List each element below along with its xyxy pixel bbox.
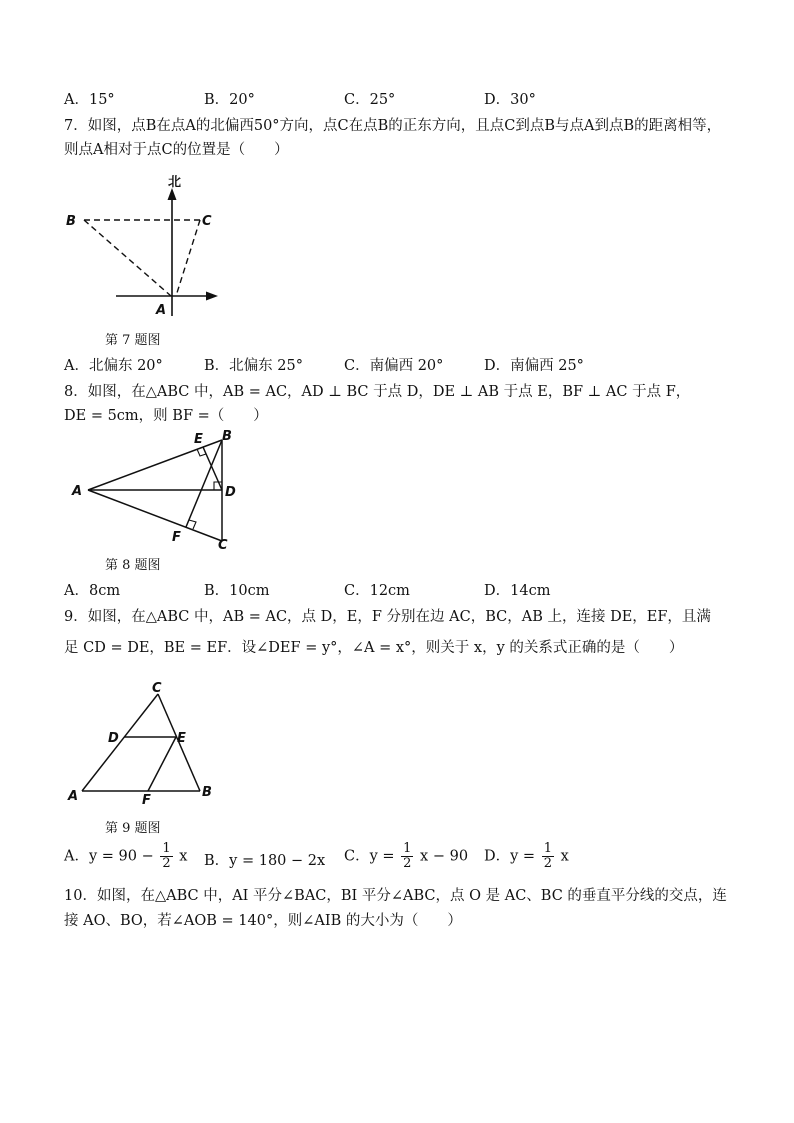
q8-caption: 第 8 题图	[105, 558, 161, 573]
q9-option-d-suffix: x	[560, 848, 569, 865]
q7-option-a: A．北偏东 20°	[64, 358, 163, 374]
q7-option-c: C．南偏西 20°	[344, 358, 444, 374]
q7-option-b: B．北偏东 25°	[204, 358, 303, 374]
q7-label-b: B	[66, 214, 76, 229]
q9-label-b: B	[202, 785, 212, 800]
q8-label-e: E	[194, 432, 203, 447]
fraction-denominator: 2	[403, 856, 412, 871]
q9-stem-line1: 9．如图，在△ABC 中，AB = AC，点 D，E，F 分别在边 AC，BC，AB 上，连接 DE，EF，且满	[64, 609, 711, 625]
q9-label-a: A	[68, 789, 79, 804]
q8-label-b: B	[222, 429, 232, 444]
q7-stem-line2: 则点A相对于点C的位置是（ ）	[64, 142, 289, 158]
q9-label-f: F	[142, 793, 151, 808]
q9-stem-line2: 足 CD = DE，BE = EF．设∠DEF = y°，∠A = x°，则关于 x，y 的关系式正确的是（ ）	[64, 640, 684, 656]
q7-label-a: A	[156, 303, 167, 318]
q8-label-c: C	[218, 538, 228, 553]
q9-option-c-prefix: C．y =	[344, 848, 395, 865]
q9-option-a	[64, 842, 187, 871]
q7-stem-line1: 7．如图，点B在点A的北偏西50°方向，点C在点B的正东方向，且点C到点B与点A到点B的距离相等，	[64, 118, 722, 134]
q10-stem-line1: 10．如图，在△ABC 中，AI 平分∠BAC，BI 平分∠ABC，点 O 是 AC、BC 的垂直平分线的交点，连	[64, 888, 727, 904]
q9-label-c: C	[152, 681, 162, 696]
q8-option-d: D．14cm	[484, 583, 551, 599]
q8-label-f: F	[172, 530, 181, 545]
q8-figure	[60, 425, 250, 555]
q7-option-d: D．南偏西 25°	[484, 358, 584, 374]
fraction-denominator: 2	[543, 856, 552, 871]
fraction-numerator: 1	[403, 841, 412, 856]
q6-option-a: A．15°	[64, 92, 115, 108]
fraction-numerator: 1	[543, 841, 552, 856]
q6-option-c: C．25°	[344, 92, 396, 108]
q9-option-a-suffix: x	[179, 848, 188, 865]
q8-option-a: A．8cm	[64, 583, 121, 599]
fraction-denominator: 2	[162, 856, 171, 871]
q8-stem-line2: DE = 5cm，则 BF =（ ）	[64, 408, 268, 424]
q7-north-label: 北	[168, 175, 182, 190]
q9-option-c-suffix: x − 90	[420, 848, 469, 865]
fraction	[160, 842, 172, 871]
q8-option-b: B．10cm	[204, 583, 270, 599]
q7-label-c: C	[202, 214, 212, 229]
q7-figure	[60, 168, 230, 323]
q9-figure	[60, 678, 235, 808]
q9-label-d: D	[108, 731, 119, 746]
q7-caption: 第 7 题图	[105, 333, 161, 348]
q8-stem-line1: 8．如图，在△ABC 中，AB = AC，AD ⊥ BC 于点 D，DE ⊥ AB 于点 E，BF ⊥ AC 于点 F，	[64, 384, 691, 400]
fraction-numerator: 1	[162, 841, 171, 856]
q9-option-c	[344, 842, 468, 871]
q9-option-d	[484, 842, 569, 871]
q9-option-b: B．y = 180 − 2x	[204, 853, 326, 869]
q8-label-d: D	[225, 485, 236, 500]
fraction	[542, 842, 554, 871]
fraction	[401, 842, 413, 871]
q8-label-a: A	[72, 484, 83, 499]
q9-label-e: E	[177, 731, 186, 746]
q9-caption: 第 9 题图	[105, 821, 161, 836]
q6-option-d: D．30°	[484, 92, 536, 108]
q10-stem-line2: 接 AO、BO，若∠AOB = 140°，则∠AIB 的大小为（ ）	[64, 913, 462, 929]
q9-option-d-prefix: D．y =	[484, 848, 536, 865]
q9-option-a-prefix: A．y = 90 −	[64, 848, 154, 865]
q6-option-b: B．20°	[204, 92, 255, 108]
q8-option-c: C．12cm	[344, 583, 410, 599]
